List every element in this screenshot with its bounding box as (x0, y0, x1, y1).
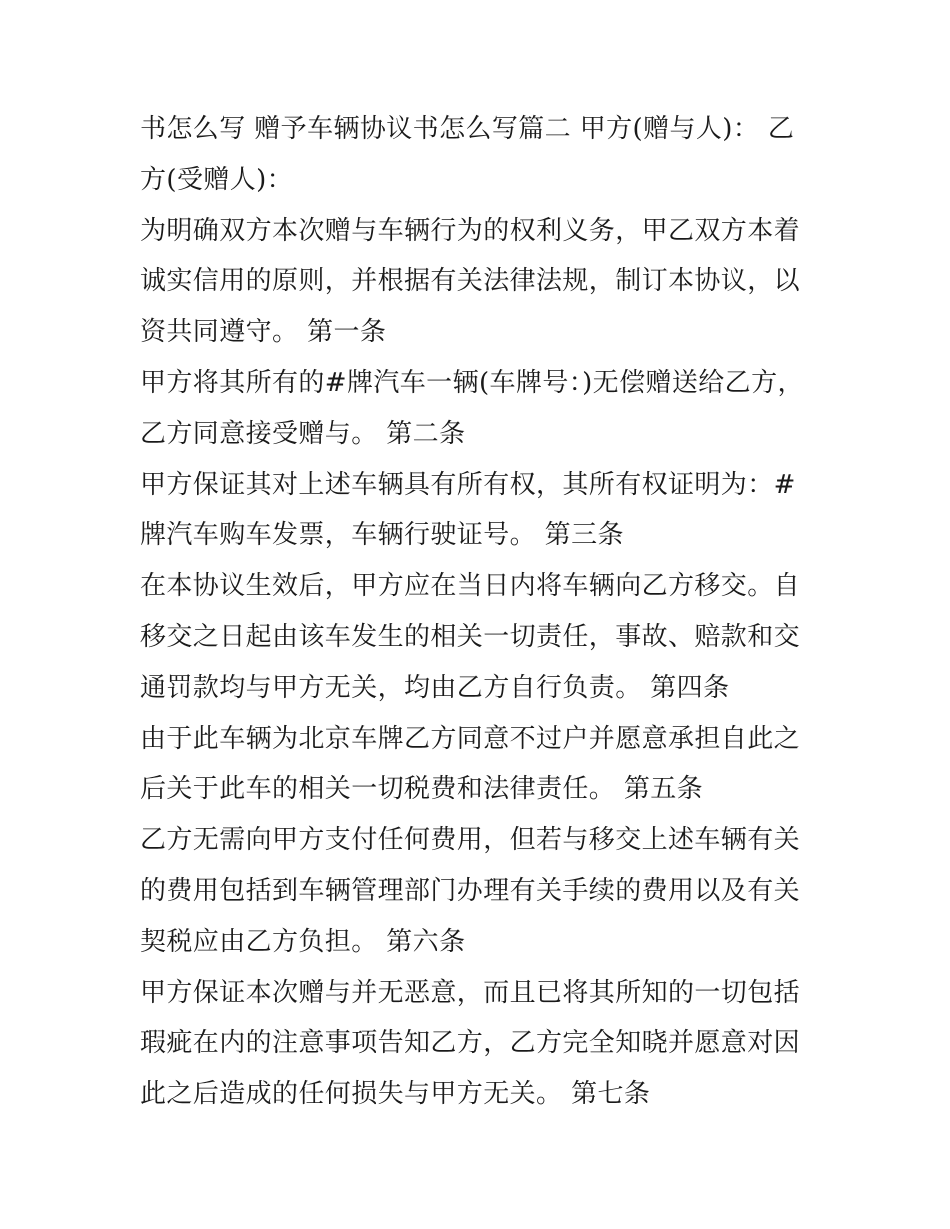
document-body (140, 104, 820, 1120)
paragraph-preamble: 为明确双方本次赠与车辆行为的权利义务，甲乙双方本着诚实信用的原则，并根据有关法律法规，制订本协议，以资共同遵守。 第一条 (140, 215, 801, 348)
paragraph-article-1: 甲方将其所有的#牌汽车一辆(车牌号：)无偿赠送给乙方，乙方同意接受赠与。 第二条 (140, 367, 804, 449)
paragraph-article-2: 甲方保证其对上述车辆具有所有权，其所有权证明为：#牌汽车购车发票，车辆行驶证号。 第三条 (140, 469, 796, 551)
paragraph-title-parties: 书怎么写 赠予车辆协议书怎么写篇二 甲方(赠与人)： 乙方(受赠人)： (140, 114, 795, 195)
paragraph-article-3: 在本协议生效后，甲方应在当日内将车辆向乙方移交。自移交之日起由该车发生的相关一切责任，事故、赔款和交通罚款均与甲方无关，均由乙方自行负责。 第四条 (140, 571, 801, 703)
paragraph-article-4: 由于此车辆为北京车牌乙方同意不过户并愿意承担自此之后关于此车的相关一切税费和法律责任。 第五条 (140, 723, 801, 805)
paragraph-article-5: 乙方无需向甲方支付任何费用，但若与移交上述车辆有关的费用包括到车辆管理部门办理有关手续的费用以及有关契税应由乙方负担。 第六条 (140, 825, 801, 957)
paragraph-article-6: 甲方保证本次赠与并无恶意，而且已将其所知的一切包括瑕疵在内的注意事项告知乙方，乙方完全知晓并愿意对因此之后造成的任何损失与甲方无关。 第七条 (140, 977, 801, 1110)
